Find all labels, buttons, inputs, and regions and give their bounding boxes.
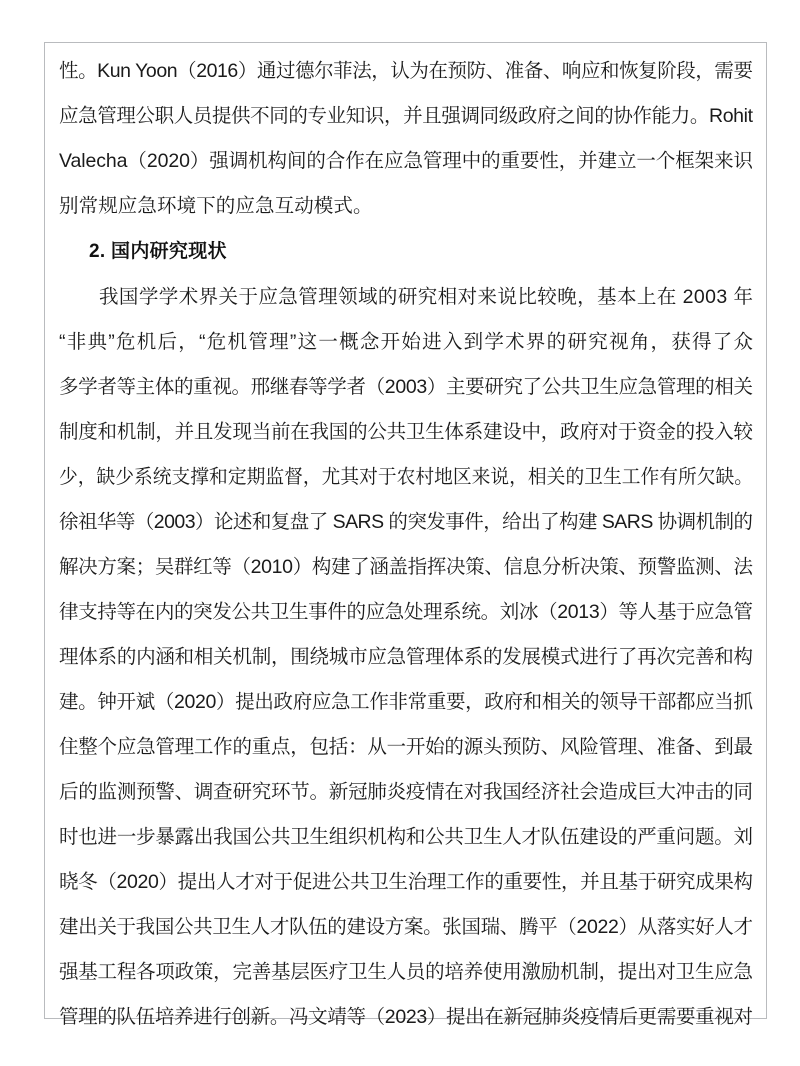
text-line: 多学者等主体的重视。邢继春等学者（2003）主要研究了公共卫生应急管理的相关 [59, 376, 753, 398]
text-line: 强基工程各项政策，完善基层医疗卫生人员的培养使用激励机制，提出对卫生应急 [59, 961, 753, 983]
text-line: 住整个应急管理工作的重点，包括：从一开始的源头预防、风险管理、准备、到最 [59, 736, 753, 758]
text-line: 我国学学术界关于应急管理领域的研究相对来说比较晚，基本上在 2003 年 [99, 286, 754, 308]
text-line: 建。钟开斌（2020）提出政府应急工作非常重要，政府和相关的领导干部都应当抓 [59, 691, 753, 713]
text-line: 理体系的内涵和相关机制，围绕城市应急管理体系的发展模式进行了再次完善和构 [59, 646, 753, 668]
text-line: 制度和机制，并且发现当前在我国的公共卫生体系建设中，政府对于资金的投入较 [59, 421, 753, 443]
text-line: 律支持等在内的突发公共卫生事件的应急处理系统。刘冰（2013）等人基于应急管 [59, 601, 753, 623]
text-line: 后的监测预警、调查研究环节。新冠肺炎疫情在对我国经济社会造成巨大冲击的同 [59, 781, 753, 803]
text-line: 管理的队伍培养进行创新。冯文靖等（2023）提出在新冠肺炎疫情后更需要重视对 [59, 1006, 753, 1028]
text-line: 性。Kun Yoon（2016）通过德尔菲法，认为在预防、准备、响应和恢复阶段，需要 [59, 60, 753, 82]
text-line: 时也进一步暴露出我国公共卫生组织机构和公共卫生人才队伍建设的严重问题。刘 [59, 826, 753, 848]
paragraph-domestic-research [59, 275, 753, 1040]
section-heading: 2. 国内研究现状 [89, 241, 227, 262]
text-line: “非典”危机后，“危机管理”这一概念开始进入到学术界的研究视角，获得了众 [59, 331, 755, 353]
text-line: 徐祖华等（2003）论述和复盘了 SARS 的突发事件，给出了构建 SARS 协调机制的 [59, 511, 753, 533]
text-line: 应急管理公职人员提供不同的专业知识，并且强调同级政府之间的协作能力。Rohit [59, 105, 753, 127]
document-text-body [59, 49, 753, 1040]
text-line: 解决方案；吴群红等（2010）构建了涵盖指挥决策、信息分析决策、预警监测、法 [59, 556, 753, 578]
text-line: 少，缺少系统支撑和定期监督，尤其对于农村地区来说，相关的卫生工作有所欠缺。 [59, 466, 754, 488]
text-line: 别常规应急环境下的应急互动模式。 [59, 195, 373, 217]
paragraph-foreign-research [59, 49, 753, 229]
text-frame-border [44, 42, 767, 1028]
text-line: Valecha（2020）强调机构间的合作在应急管理中的重要性，并建立一个框架来识 [59, 150, 753, 172]
text-line: 建出关于我国公共卫生人才队伍的建设方案。张国瑞、腾平（2022）从落实好人才 [59, 916, 753, 938]
text-line: 晓冬（2020）提出人才对于促进公共卫生治理工作的重要性，并且基于研究成果构 [59, 871, 753, 893]
